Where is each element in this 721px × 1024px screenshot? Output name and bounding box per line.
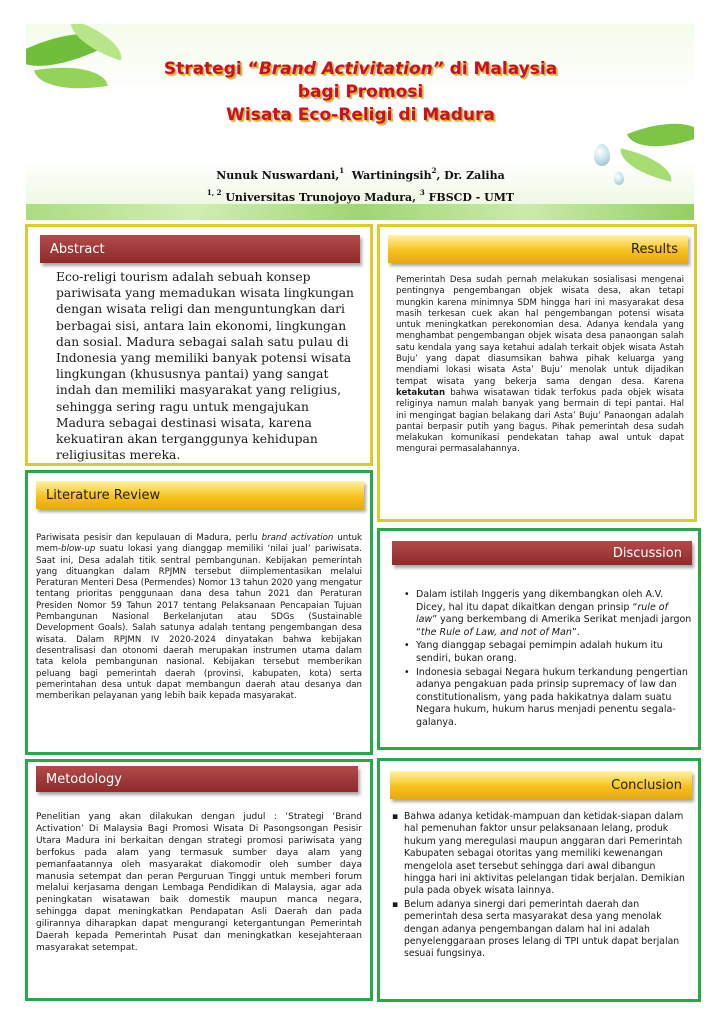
poster-title	[0, 58, 721, 127]
discussion-list	[402, 589, 692, 731]
abstract-panel	[25, 224, 373, 466]
title-line-3: Wisata Eco-Religi di Madura	[226, 105, 495, 125]
conclusion-item: ▪ Bahwa adanya ketidak-mampuan dan ketidak-siapan dalam hal pemenuhan faktor unsur pelaksanaan lelang, produk hukum yang meregulasi maupun anggaran dari Pemerintah Kabupaten sebagai otoritas yang memiliki kewenangan mengelola aset tersebut sehingga dari awal dibangun hingga hari ini aktivitas pelelangan tidak berjalan. Demikian pula pada obyek wisata lainnya.	[390, 811, 690, 898]
results-text: Pemerintah Desa sudah pernah melakukan sosialisasi mengenai pentingnya pengembangan objek wisata desa, akan tetapi mungkin karena minimnya SDM hingga hari ini masyarakat desa masih terkesan cuek akan hal pengembangan potensi wisata untuk meningkatkan perekonomian desa. Adanya kendala yang menghambat pengembangan objek wisata desa panaongan salah satu kendala yang saya ketahui adalah terkait objek wisata Astah Buju’ yang dapat diasumsikan bahwa pihak keluarga yang mendiami lokasi wisata Asta’ Buju’ menolak untuk dijadikan tempat wisata yang bekerja sama dengan desa. Karena ketakutan bahwa wisatawan tidak terfokus pada objek wisata religinya namun malah banyak yang bermain di tepi pantai. Hal ini mengingat bagian belakang dari Asta’ Buju’ Panaongan adalah pantai berpasir putih yang bagus. Pihak pemerintah desa sudah melakukan komunikasi pendekatan tahap awal untuk dapat mengurai permasalahannya.	[396, 275, 684, 455]
affiliation-line: $^{1, 2}$ Universitas Trunojoyo Madura, $^3$ FBSCD - UMT	[206, 188, 515, 204]
literature-panel	[25, 470, 373, 755]
methodology-panel	[25, 759, 373, 1001]
discussion-item: • Indonesia sebagai Negara hukum terkandung pengertian adanya pengakuan pada prinsip supremacy of law dan constitutionalism, yang pada hakikatnya dalam suatu Negara hukum, hukum harus menjadi penentu segala-galanya.	[402, 667, 692, 730]
discussion-item: • Yang dianggap sebagai pemimpin adalah hukum itu sendiri, bukan orang.	[402, 640, 692, 665]
water-drop-icon	[594, 144, 610, 166]
discussion-heading: Discussion	[392, 541, 692, 565]
discussion-item: • Dalam istilah Inggeris yang dikembangkan oleh A.V. Dicey, hal itu dapat dikaitkan dengan prinsip “rule of law” yang berkembang di Amerika Serikat menjadi jargon “the Rule of Law, and not of Man”.	[402, 589, 692, 639]
title-line-2: bagi Promosi	[297, 82, 424, 102]
methodology-text: Penelitian yang akan dilakukan dengan judul : ‘Strategi ‘Brand Activation’ Di Malaysia Bagi Promosi Wisata Di Pasongsongan Pesisir Utara Madura ini berkaitan dengan strategi promosi pariwisata yang berfokus pada alam yang termasuk sumber daya alam yang pemanfaatannya oleh masyarakat diakomodir oleh sumber daya manusia setempat dan peran Perguruan Tinggi untuk memberi forum melalui kerjasama dengan Lembaga Pendidikan di Malaysia, agar ada peningkatan wisatawan baik domestik maupun manca negara, sehingga dapat meningkatkan Pendapatan Asli Daerah dan pada gilirannya diharapkan dapat mengurangi ketergantungan Pemerintah Daerah kepada Pemerintah Pusat dan meningkatkan kesejahteraan masyarakat setempat.	[36, 812, 362, 953]
abstract-text: Eco-religi tourism adalah sebuah konsep pariwisata yang memadukan wisata lingkungan dengan wisata religi dan menguntungkan dari berbagai sisi, antara lain ekonomi, lingkungan dan sosial. Madura sebagai salah satu pulau di Indonesia yang memiliki banyak potensi wisata lingkungan (khususnya pantai) yang sangat indah dan memiliki masyarakat yang religius, sehingga sering ragu untuk mengajukan Madura sebagai destinasi wisata, karena kekuatiran akan terganggunya kehidupan religiusitas mereka.	[56, 270, 354, 463]
conclusion-panel	[377, 758, 701, 1002]
conclusion-list	[390, 811, 690, 962]
abstract-heading: Abstract	[40, 235, 360, 263]
results-panel	[377, 224, 697, 522]
results-heading: Results	[388, 235, 688, 263]
conclusion-item: ▪ Belum adanya sinergi dari pemerintah daerah dan pemerintah desa serta masyarakat desa yang menolak dengan adanya pengembangan dalam hal ini adalah penyelenggaraan proses lelang di TPI untuk dapat berjalan sesuai fungsinya.	[390, 899, 690, 961]
grass-strip-decoration	[26, 204, 694, 220]
conclusion-heading: Conclusion	[390, 771, 692, 799]
title-line-1: Strategi “Brand Activitation” di Malaysia	[163, 59, 558, 79]
author-line: Nunuk Nuswardani,$^1$ Wartiningsih$^2$, Dr. Zaliha	[216, 166, 505, 182]
discussion-panel	[377, 528, 701, 750]
literature-heading: Literature Review	[36, 481, 364, 509]
methodology-heading: Metodology	[36, 766, 358, 792]
literature-text: Pariwisata pesisir dan kepulauan di Madura, perlu brand activation untuk mem-blow-up suatu lokasi yang dianggap memiliki ‘nilai jual’ pariwisata. Saat ini, Desa adalah titik sentral pembangunan. Kebijakan pemerintah yang dituangkan dalam RPJMN tersebut diimplementasikan melalui Peraturan Menteri Desa (Permendes) Nomor 13 tahun 2020 yang mengatur tentang prioritas penggunaan dana desa tahun 2021 dan Peraturan Presiden Nomor 59 Tahun 2017 tentang Pelaksanaan Pencapaian Tujuan Pembangunan Nasional Berkelanjutan atau SDGs (Sustainable Development Goals). Salah satunya adalah tentang pengembangan desa wisata. Dalam RPJMN IV 2020-2024 dinyatakan bahwa kebijakan desentralisasi dan otonomi daerah merupakan instrumen utama dalam tata kelola pembangunan nasional. Kebijakan tersebut memberikan peluang bagi pemerintah daerah (provinsi, kabupaten, kota) serta pemerintahan desa untuk dapat membangun daerah atau desanya dan memberikan pelayanan yang lebih baik kepada masyarakat.	[36, 533, 363, 702]
